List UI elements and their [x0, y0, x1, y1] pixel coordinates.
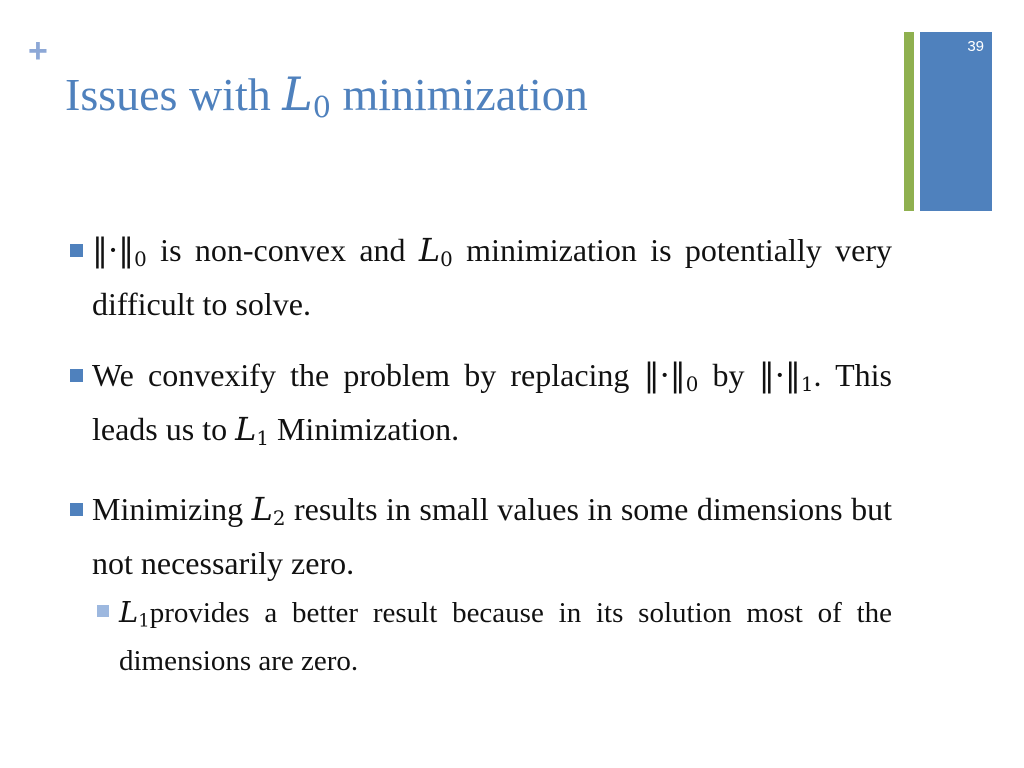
bullet-text: We convexify the problem by replacing: [92, 356, 644, 393]
accent-blue-bar: [920, 32, 992, 211]
bullet-text: minimization is potentially very difficult to solve.: [92, 232, 893, 322]
bullet-item-2: [70, 353, 892, 461]
title-math-subscript: 0: [312, 91, 331, 125]
norm-symbol: ‖·‖: [758, 355, 801, 394]
math-subscript: 1: [256, 426, 269, 450]
norm-l0: [92, 231, 147, 269]
norm-symbol: ‖·‖: [92, 231, 135, 269]
math-L0: [419, 231, 453, 269]
title-text-before: Issues with: [65, 69, 283, 120]
math-subscript: 2: [272, 506, 286, 530]
math-L2: [252, 490, 286, 528]
bullet-text: is non-convex and: [146, 232, 419, 268]
math-subscript: 0: [440, 247, 453, 271]
plus-icon: +: [28, 32, 48, 70]
math-L1: [119, 594, 150, 632]
norm-l1: [759, 356, 814, 394]
square-bullet-icon: [70, 503, 83, 516]
title-math-var: L: [282, 67, 313, 121]
math-subscript: 1: [138, 610, 150, 632]
accent-green-bar: [904, 32, 914, 211]
norm-subscript: 1: [800, 372, 814, 396]
slide-title: [65, 64, 588, 138]
math-L1: [235, 410, 269, 448]
math-var: L: [418, 231, 441, 269]
title-text-after: minimization: [330, 69, 588, 120]
norm-subscript: 0: [134, 247, 147, 271]
bullet-text: Minimizing: [92, 490, 252, 527]
bullet-text: Minimization.: [268, 410, 460, 447]
bullet-item-3: [70, 487, 892, 586]
sub-bullet-text: provides a better result because in its solution most of the dimensions are zero.: [119, 596, 892, 678]
title-math-L0: [282, 67, 331, 125]
math-var: L: [119, 594, 139, 629]
math-var: L: [251, 489, 273, 528]
square-bullet-icon: [70, 244, 83, 257]
norm-subscript: 0: [685, 372, 699, 396]
norm-l0: [644, 356, 699, 394]
bullet-text: by: [698, 356, 759, 393]
slide-number: 39: [967, 38, 984, 55]
norm-symbol: ‖·‖: [643, 355, 686, 394]
square-sub-bullet-icon: [97, 605, 109, 617]
square-bullet-icon: [70, 369, 83, 382]
bullet-item-1: [70, 228, 892, 327]
slide-content: [70, 228, 892, 681]
bullet-text: results in small values in some dimensions but not necessarily zero.: [92, 490, 893, 581]
sub-bullet-item-1: [97, 592, 892, 681]
math-var: L: [235, 409, 257, 448]
bullet-text: . This leads us to: [92, 356, 893, 447]
